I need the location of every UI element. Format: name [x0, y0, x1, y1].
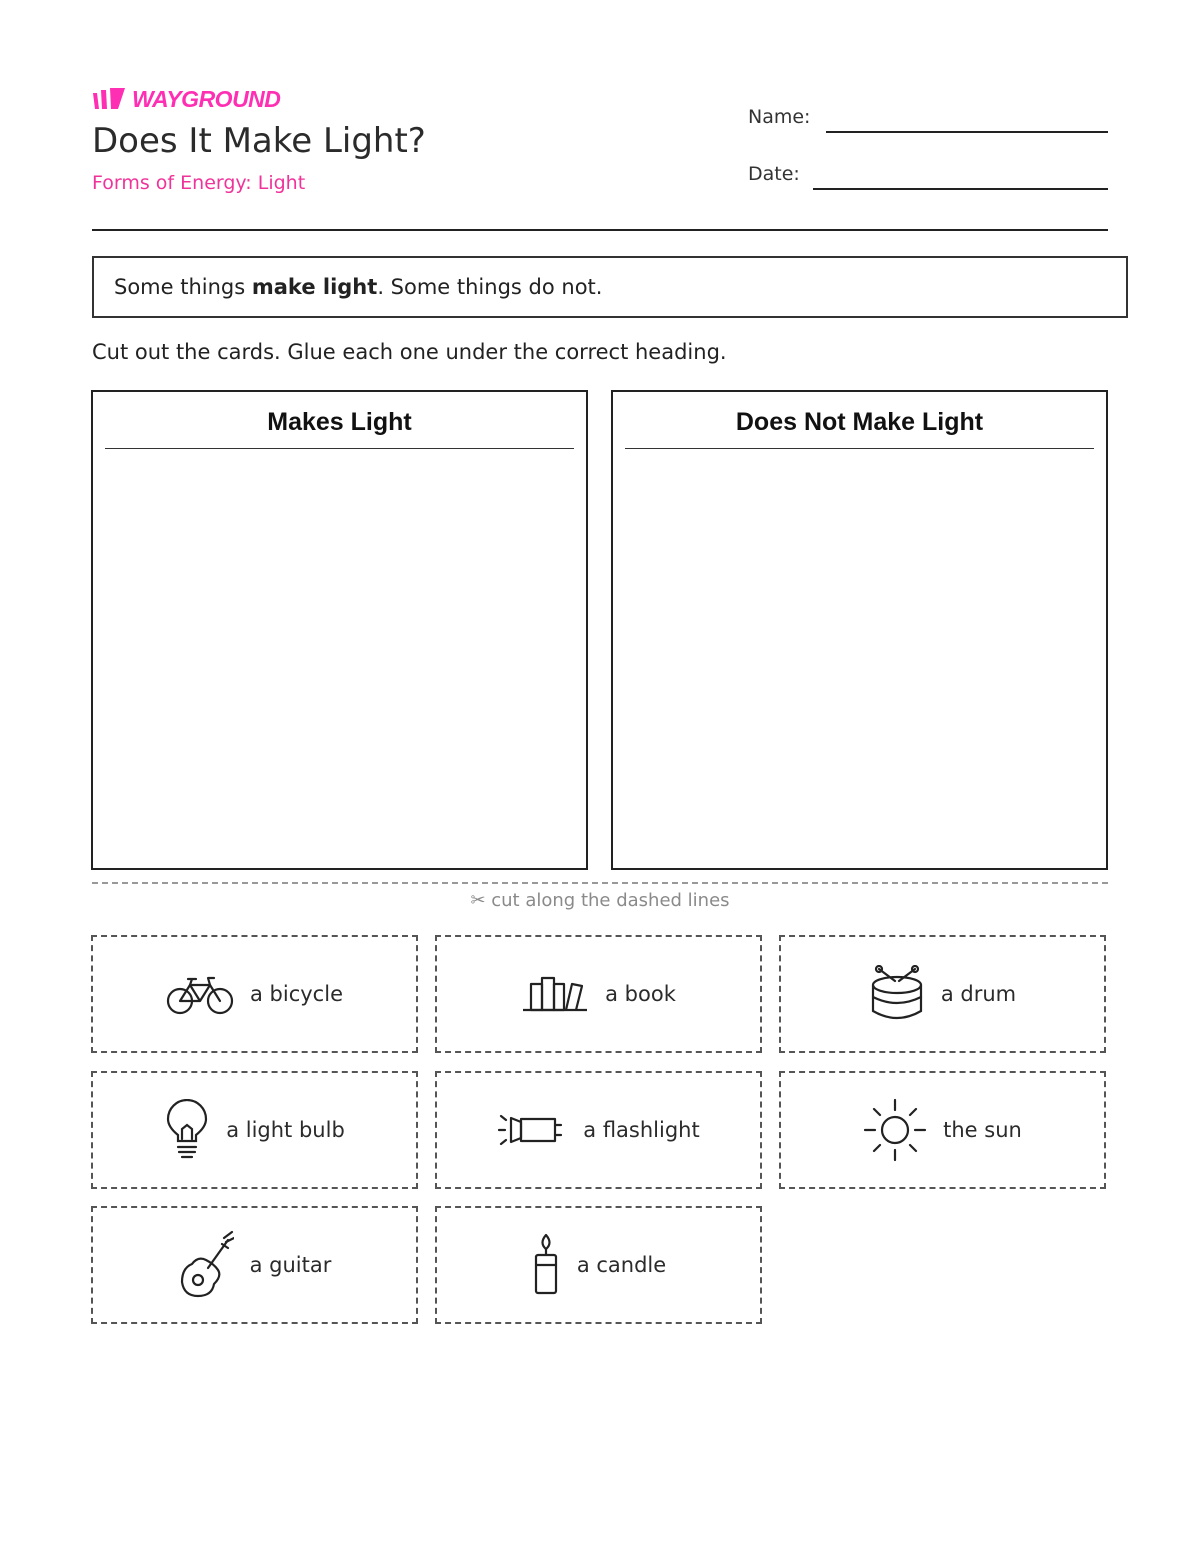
card-label: a candle — [576, 1253, 667, 1277]
card-drum[interactable] — [779, 935, 1106, 1053]
does-not-make-light-heading: Does Not Make Light — [625, 404, 1094, 449]
intro-text-bold: make light — [251, 275, 378, 299]
candle-icon — [531, 1233, 561, 1297]
card-label: a guitar — [249, 1253, 332, 1277]
intro-box — [92, 256, 1128, 318]
makes-light-heading: Makes Light — [105, 404, 574, 449]
bicycle-icon — [166, 971, 234, 1017]
card-label: the sun — [943, 1118, 1022, 1142]
card-label: a book — [605, 982, 676, 1006]
wayground-logo-icon — [92, 87, 126, 111]
flashlight-icon — [497, 1110, 567, 1150]
sun-icon — [863, 1098, 927, 1162]
card-label: a bicycle — [250, 982, 343, 1006]
light-bulb-icon — [164, 1099, 210, 1161]
intro-text-after: . Some things do not. — [377, 275, 603, 299]
card-guitar[interactable] — [91, 1206, 418, 1324]
card-bicycle[interactable] — [91, 935, 418, 1053]
card-book[interactable] — [435, 935, 762, 1053]
card-label: a light bulb — [226, 1118, 345, 1142]
makes-light-box[interactable] — [91, 390, 588, 870]
worksheet-title: Does It Make Light? — [92, 121, 426, 161]
directions: Cut out the cards. Glue each one under the correct heading. — [92, 340, 727, 364]
brand-logo — [92, 86, 280, 112]
date-field[interactable] — [813, 188, 1108, 190]
worksheet-subtitle: Forms of Energy: Light — [92, 172, 306, 194]
drum-icon — [869, 965, 925, 1023]
does-not-make-light-box[interactable] — [611, 390, 1108, 870]
guitar-icon — [178, 1230, 234, 1300]
name-label: Name: — [748, 106, 811, 128]
brand-name: WAYGROUND — [132, 86, 281, 112]
cut-line — [92, 882, 1108, 884]
books-icon — [521, 974, 589, 1014]
card-label: a flashlight — [583, 1118, 700, 1142]
header-divider — [92, 229, 1108, 231]
card-flashlight[interactable] — [435, 1071, 762, 1189]
date-label: Date: — [748, 163, 800, 185]
intro-text-before: Some things — [114, 275, 252, 299]
card-light-bulb[interactable] — [91, 1071, 418, 1189]
cut-caption: ✂ cut along the dashed lines — [470, 890, 730, 911]
card-label: a drum — [940, 982, 1017, 1006]
card-candle[interactable] — [435, 1206, 762, 1324]
card-sun[interactable] — [779, 1071, 1106, 1189]
name-field[interactable] — [826, 131, 1108, 133]
